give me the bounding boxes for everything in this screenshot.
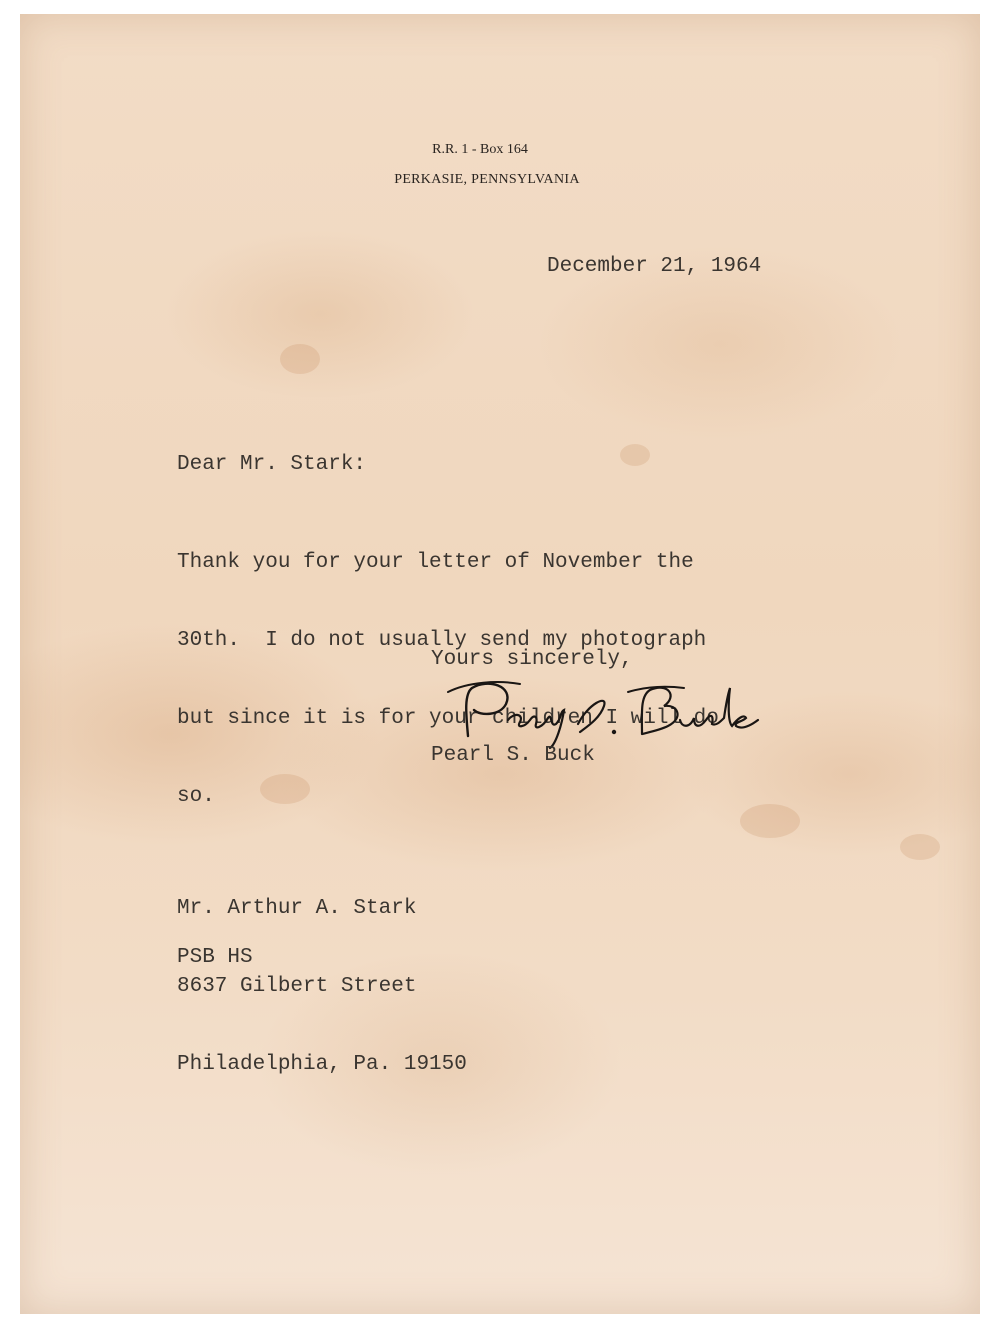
typed-signature-name: Pearl S. Buck [431, 744, 595, 767]
recipient-address [177, 844, 467, 1130]
reference-initials: PSB HS [177, 946, 253, 969]
stain-mark [740, 804, 800, 838]
handwritten-signature [428, 674, 768, 754]
recipient-name: Mr. Arthur A. Stark [177, 897, 417, 920]
stain-mark [620, 444, 650, 466]
letter-page [20, 14, 980, 1314]
letterhead-address: R.R. 1 - Box 164 [432, 142, 528, 157]
recipient-city: Philadelphia, Pa. 19150 [177, 1053, 467, 1076]
salutation: Dear Mr. Stark: [177, 453, 367, 476]
body-line: but since it is for your children I will do [177, 707, 719, 730]
stain-mark [280, 344, 320, 374]
closing: Yours sincerely, [431, 648, 633, 671]
body-line: so. [177, 785, 215, 808]
stain-mark [900, 834, 940, 860]
body-line: Thank you for your letter of November the [177, 551, 694, 574]
letterhead-location: PERKASIE, PENNSYLVANIA [394, 172, 580, 187]
recipient-street: 8637 Gilbert Street [177, 975, 417, 998]
body-line: 30th. I do not usually send my photograph [177, 629, 707, 652]
letter-date: December 21, 1964 [547, 255, 762, 278]
